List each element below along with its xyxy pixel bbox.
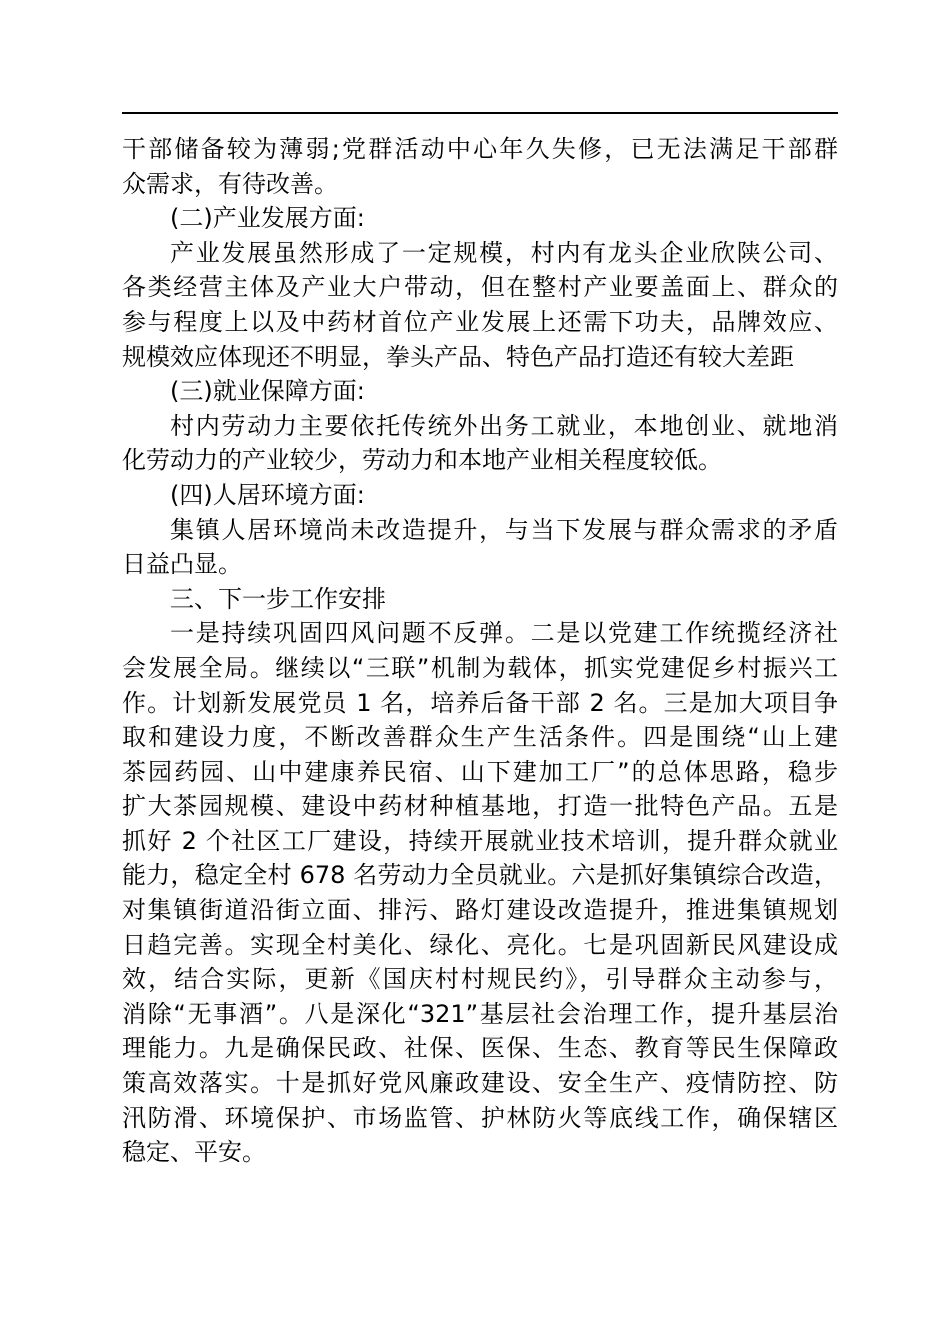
paragraph-line: 日益凸显。 xyxy=(122,550,242,579)
header-rule xyxy=(122,112,838,114)
paragraph-line: 消除“无事酒”。八是深化“321”基层社会治理工作，提升基层治 xyxy=(122,999,838,1028)
paragraph-line: 扩大茶园规模、建设中药材种植基地，打造一批特色产品。五是 xyxy=(122,792,838,821)
paragraph-line: 抓好 2 个社区工厂建设，持续开展就业技术培训，提升群众就业 xyxy=(122,826,838,855)
section-heading: (三)就业保障方面: xyxy=(170,377,365,406)
paragraph-line: 稳定、平安。 xyxy=(122,1138,266,1167)
paragraph-line: 会发展全局。继续以“三联”机制为载体，抓实党建促乡村振兴工 xyxy=(122,653,838,682)
paragraph-line: 产业发展虽然形成了一定规模，村内有龙头企业欣陕公司、 xyxy=(170,238,838,267)
paragraph-line: 集镇人居环境尚未改造提升，与当下发展与群众需求的矛盾 xyxy=(170,515,838,544)
paragraph-line: 村内劳动力主要依托传统外出务工就业，本地创业、就地消 xyxy=(170,411,838,440)
paragraph-line: 茶园药园、山中建康养民宿、山下建加工厂”的总体思路，稳步 xyxy=(122,757,838,786)
paragraph-line: 参与程度上以及中药材首位产业发展上还需下功夫，品牌效应、 xyxy=(122,307,838,336)
document-body xyxy=(122,132,838,1170)
paragraph-line: 日趋完善。实现全村美化、绿化、亮化。七是巩固新民风建设成 xyxy=(122,930,838,959)
paragraph-line: 干部储备较为薄弱;党群活动中心年久失修，已无法满足干部群 xyxy=(122,135,838,163)
paragraph-line: 能力，稳定全村 678 名劳动力全员就业。六是抓好集镇综合改造， xyxy=(122,861,838,890)
paragraph-line: 汛防滑、环境保护、市场监管、护林防火等底线工作，确保辖区 xyxy=(122,1103,838,1132)
section-heading: (四)人居环境方面: xyxy=(170,480,365,509)
paragraph-line: 效，结合实际，更新《国庆村村规民约》，引导群众主动参与， xyxy=(122,965,838,994)
paragraph-line: 作。计划新发展党员 1 名，培养后备干部 2 名。三是加大项目争 xyxy=(122,688,838,717)
paragraph-line: 策高效落实。十是抓好党风廉政建设、安全生产、疫情防控、防 xyxy=(122,1069,838,1098)
paragraph-line: 取和建设力度，不断改善群众生产生活条件。四是围绕“山上建 xyxy=(122,723,838,752)
paragraph-line: 众需求，有待改善。 xyxy=(122,169,338,198)
paragraph-line: 化劳动力的产业较少，劳动力和本地产业相关程度较低。 xyxy=(122,446,722,475)
paragraph-line: 规模效应体现还不明显，拳头产品、特色产品打造还有较大差距 xyxy=(122,342,794,371)
paragraph-line: 对集镇街道沿街立面、排污、路灯建设改造提升，推进集镇规划 xyxy=(122,896,838,925)
section-heading: (二)产业发展方面: xyxy=(170,204,365,233)
paragraph-line: 一是持续巩固四风问题不反弹。二是以党建工作统揽经济社 xyxy=(170,619,838,648)
section-heading: 三、下一步工作安排 xyxy=(170,584,386,613)
paragraph-line: 各类经营主体及产业大户带动，但在整村产业要盖面上、群众的 xyxy=(122,273,838,302)
paragraph-line: 理能力。九是确保民政、社保、医保、生态、教育等民生保障政 xyxy=(122,1034,838,1063)
